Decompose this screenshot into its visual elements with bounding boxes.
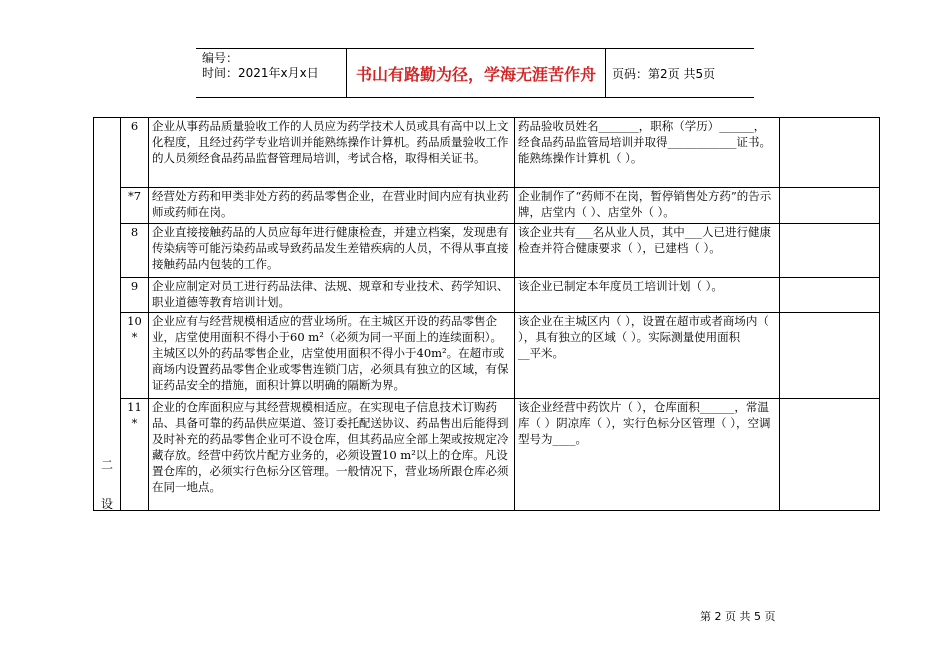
page-header <box>196 48 754 98</box>
remark-cell <box>780 399 880 511</box>
remark-cell <box>780 118 880 188</box>
section-char-top: 二 <box>100 458 113 472</box>
row-number: *7 <box>121 188 149 224</box>
section-cell <box>94 118 121 511</box>
table-row <box>94 224 880 278</box>
remark-cell <box>780 188 880 224</box>
row-number: 9 <box>121 278 149 313</box>
requirement-cell: 企业应制定对员工进行药品法律、法规、规章和专业技术、药学知识、职业道德等教育培训计划。 <box>149 278 515 313</box>
requirement-cell: 企业直接接触药品的人员应每年进行健康检查，并建立档案，发现患有传染病等可能污染药品或导致药品发生差错疾病的人员，不得从事直接接触药品内包装的工作。 <box>149 224 515 278</box>
row-number: 10 * <box>121 313 149 399</box>
requirement-cell: 企业的仓库面积应与其经营规模相适应。在实现电子信息技术订购药品、具备可靠的药品供应渠道、签订委托配送协议、药品售出后能得到及时补充的药品零售企业可不设仓库，但其药品应全部上架或按规定冷藏存放。经营中药饮片配方业务的，必须设置10 m²以上的仓库。凡设置仓库的，必须实行色标分区管理。一般情况下，营业场所跟仓库必须在同一地点。 <box>149 399 515 511</box>
table-row <box>94 118 880 188</box>
section-char-bottom: 设 <box>100 497 113 511</box>
inspection-table <box>93 117 880 511</box>
table-row <box>94 399 880 511</box>
remark-cell <box>780 224 880 278</box>
requirement-cell: 企业从事药品质量验收工作的人员应为药学技术人员或具有高中以上文化程度，且经过药学专业培训并能熟练操作计算机。药品质量验收工作的人员须经食品药品监督管理局培训，考试合格，取得相关证书。 <box>149 118 515 188</box>
remark-cell <box>780 278 880 313</box>
table-row <box>94 188 880 224</box>
table-row <box>94 313 880 399</box>
number-label: 编号： <box>202 51 239 65</box>
check-cell: 该企业已制定本年度员工培训计划（ ）。 <box>515 278 780 313</box>
row-number: 8 <box>121 224 149 278</box>
requirement-cell: 企业应有与经营规模相适应的营业场所。在主城区开设的药品零售企业，店堂使用面积不得小于60 m²（必须为同一平面上的连续面积）。主城区以外的药品零售企业，店堂使用面积不得小于40m²。在超市或商场内设置药品零售企业或零售连锁门店，必须具有独立的区域，有保证药品安全的措施，面积计算以明确的隔断为界。 <box>149 313 515 399</box>
header-page-cell <box>606 49 754 97</box>
check-cell: 该企业经营中药饮片（ ），仓库面积______，常温库（ ）阴凉库（ ），实行色标分区管理（ ），空调型号为____。 <box>515 399 780 511</box>
page-label: 页码：第2页 共5页 <box>612 66 716 81</box>
row-number: 6 <box>121 118 149 188</box>
header-info <box>196 49 346 97</box>
check-cell: 企业制作了“药师不在岗，暂停销售处方药”的告示牌，店堂内（ ）、店堂外（ ）。 <box>515 188 780 224</box>
page-footer: 第 2 页 共 5 页 <box>700 610 776 623</box>
check-cell: 药品验收员姓名_______，职称（学历）______，经食品药品监管局培训并取得____________证书。 能熟练操作计算机（ ）。 <box>515 118 780 188</box>
table-row <box>94 278 880 313</box>
row-number: 11 * <box>121 399 149 511</box>
check-cell: 该企业在主城区内（ ），设置在超市或者商场内（ ），具有独立的区域（ ）。实际测量使用面积 __平米。 <box>515 313 780 399</box>
header-motto: 书山有路勤为径，学海无涯苦作舟 <box>355 64 596 84</box>
remark-cell <box>780 313 880 399</box>
requirement-cell: 经营处方药和甲类非处方药的药品零售企业，在营业时间内应有执业药师或药师在岗。 <box>149 188 515 224</box>
check-cell: 该企业共有___名从业人员，其中___人已进行健康检查并符合健康要求（ ），已建档（ ）。 <box>515 224 780 278</box>
time-label: 时间：2021年x月x日 <box>202 66 319 80</box>
header-motto-cell <box>346 49 606 97</box>
